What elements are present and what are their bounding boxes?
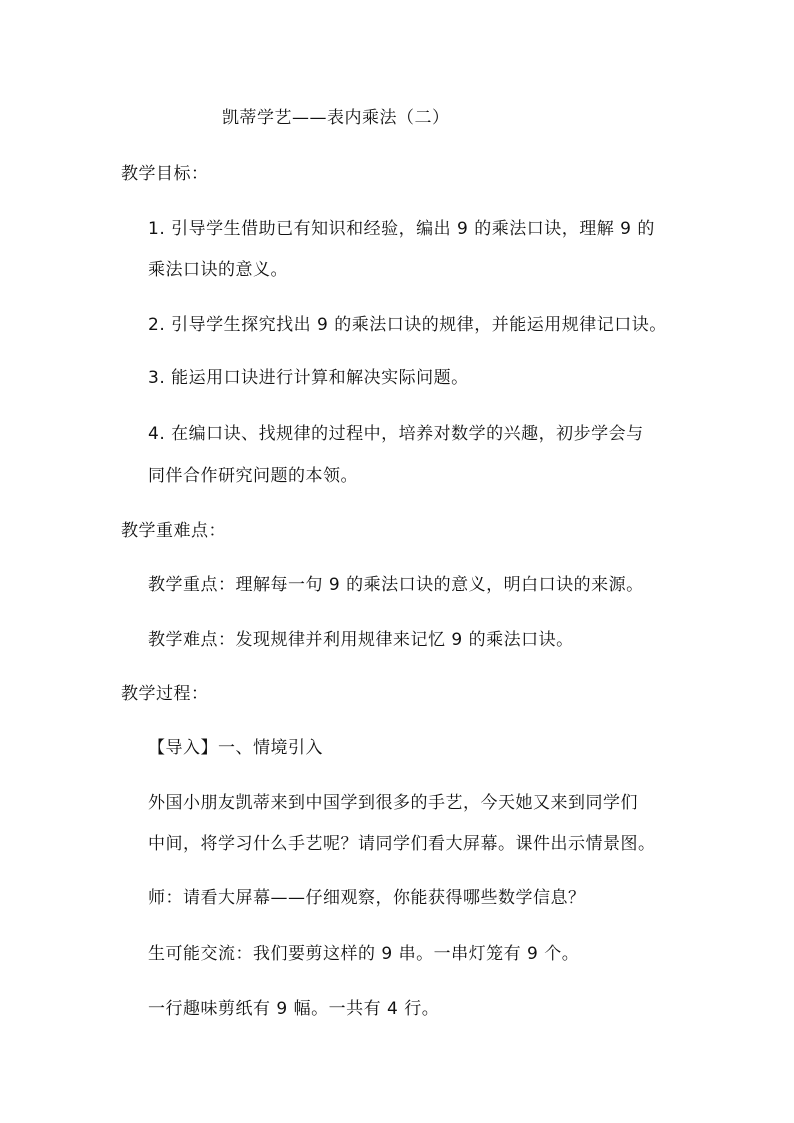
process-paragraph-1: 外国小朋友凯蒂来到中国学到很多的手艺，今天她又来到同学们 xyxy=(148,793,638,813)
objective-line-2: 乘法口诀的意义。 xyxy=(148,260,288,280)
objective-line-4: 3. 能运用口诀进行计算和解决实际问题。 xyxy=(148,368,469,388)
key-point-difficulty: 教学难点：发现规律并利用规律来记忆 9 的乘法口诀。 xyxy=(148,630,574,650)
objectives-heading: 教学目标： xyxy=(121,164,209,184)
objective-line-1: 1. 引导学生借助已有知识和经验，编出 9 的乘法口诀，理解 9 的 xyxy=(148,219,655,239)
process-paragraph-2: 中间，将学习什么手艺呢？请同学们看大屏幕。课件出示情景图。 xyxy=(148,834,656,854)
objective-line-3: 2. 引导学生探究找出 9 的乘法口诀的规律，并能运用规律记口诀。 xyxy=(148,315,667,335)
process-paragraph-3: 师：请看大屏幕——仔细观察，你能获得哪些数学信息？ xyxy=(148,888,586,908)
objective-line-6: 同伴合作研究问题的本领。 xyxy=(148,466,358,486)
key-points-heading: 教学重难点： xyxy=(121,521,226,541)
intro-heading: 【导入】一、情境引入 xyxy=(148,738,323,758)
process-paragraph-4: 生可能交流：我们要剪这样的 9 串。一串灯笼有 9 个。 xyxy=(148,944,580,964)
key-point-focus: 教学重点：理解每一句 9 的乘法口诀的意义，明白口诀的来源。 xyxy=(148,575,644,595)
document-title: 凯蒂学艺——表内乘法（二） xyxy=(222,108,450,128)
process-paragraph-5: 一行趣味剪纸有 9 幅。一共有 4 行。 xyxy=(148,999,440,1019)
process-heading: 教学过程： xyxy=(121,684,209,704)
objective-line-5: 4. 在编口诀、找规律的过程中，培养对数学的兴趣，初步学会与 xyxy=(148,424,644,444)
